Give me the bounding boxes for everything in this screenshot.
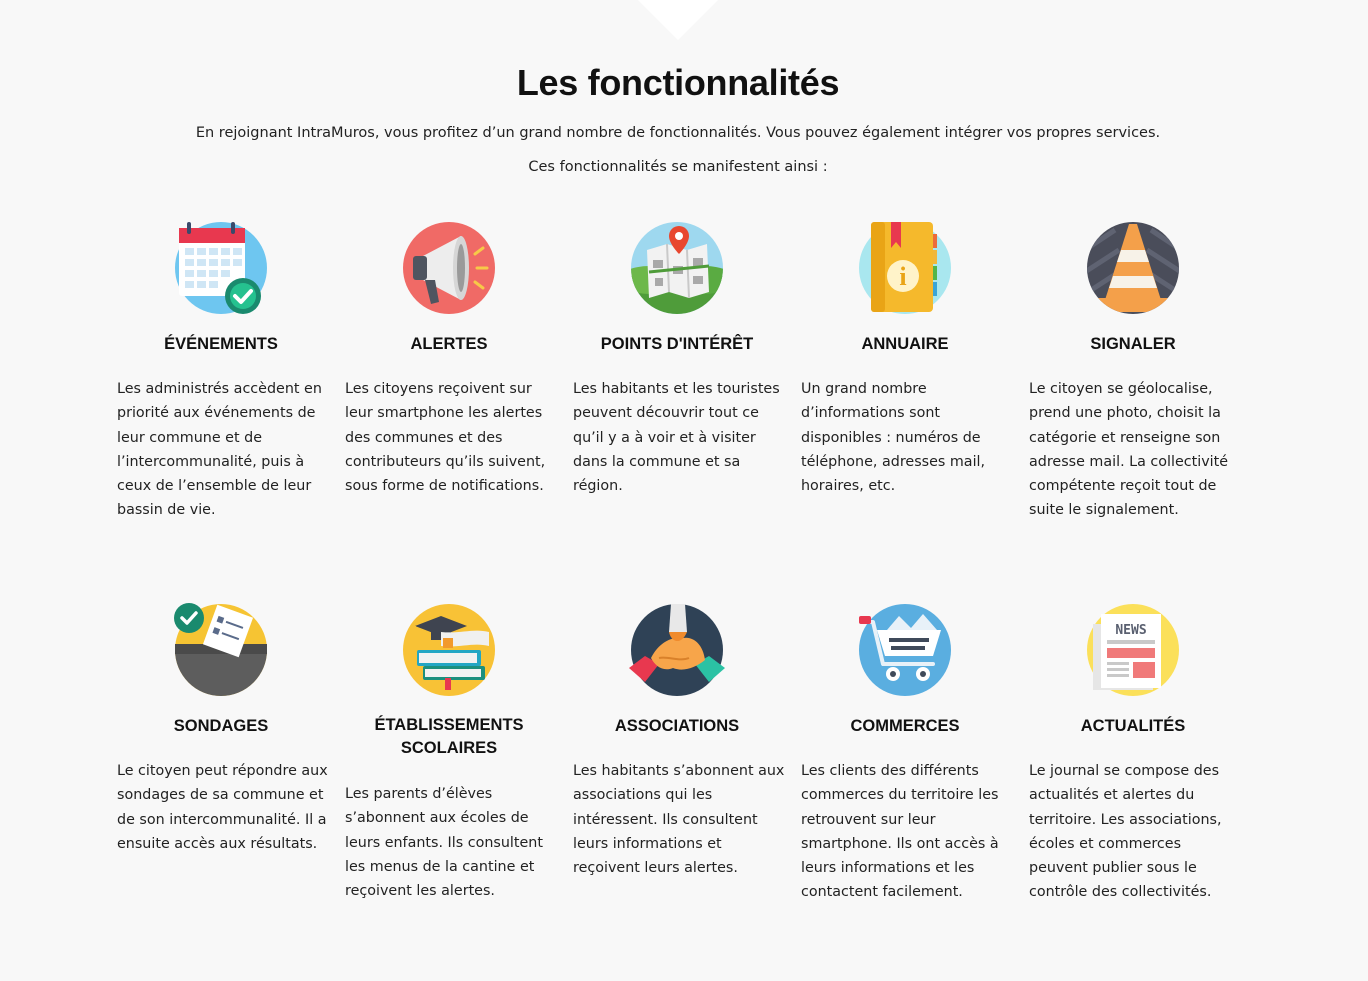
graduation-books-icon — [401, 602, 497, 698]
section-notch-decoration — [636, 0, 720, 40]
feature-title: SONDAGES — [173, 717, 269, 735]
joined-hands-icon — [629, 602, 725, 698]
newspaper-headline: NEWS — [1115, 623, 1147, 638]
megaphone-icon — [401, 220, 497, 316]
feature-title: ANNUAIRE — [861, 335, 949, 353]
feature-title: ALERTES — [410, 335, 488, 353]
directory-book-icon — [857, 220, 953, 316]
traffic-cone-icon — [1085, 220, 1181, 316]
feature-description: Les administrés accèdent en priorité aux événements de leur commune et de l’intercommunalité, puis à ceux de l’ensemble de leur bassin de vie. — [117, 381, 322, 519]
feature-description: Le citoyen se géolocalise, prend une photo, choisit la catégorie et renseigne son adresse mail. La collectivité compétente reçoit tout de suite le signalement. — [1029, 381, 1229, 519]
feature-description: Les citoyens reçoivent sur leur smartphone les alertes des communes et des contributeurs qu’ils suivent, sous forme de notifications. — [345, 381, 546, 495]
feature-title: ACTUALITÉS — [1080, 717, 1186, 735]
feature-title: POINTS D'INTÉRÊT — [600, 335, 754, 353]
feature-description: Un grand nombre d’informations sont disponibles : numéros de téléphone, adresses mail, horaires, etc. — [801, 381, 986, 495]
intro-subtext: Ces fonctionnalités se manifestent ainsi : — [528, 159, 828, 175]
feature-description: Le citoyen peut répondre aux sondages de sa commune et de son intercommunalité. Il a ensuite accès aux résultats. — [117, 763, 328, 852]
newspaper-icon — [1085, 602, 1181, 698]
feature-description: Les parents d’élèves s’abonnent aux écoles de leurs enfants. Ils consultent les menus de la cantine et reçoivent les alertes. — [345, 786, 543, 900]
ballot-box-icon — [173, 602, 269, 698]
feature-description: Les clients des différents commerces du territoire les retrouvent sur leur smartphone. Ils ont accès à leurs informations et les contactent facilement. — [801, 763, 999, 901]
shopping-cart-icon — [857, 602, 953, 698]
feature-title: SIGNALER — [1090, 335, 1176, 353]
feature-title: ÉTABLISSEMENTS SCOLAIRES — [374, 716, 524, 757]
info-icon-letter: i — [899, 262, 907, 291]
feature-description: Les habitants et les touristes peuvent découvrir tout ce qu’il y a à voir et à visiter dans la commune et sa région. — [573, 381, 780, 495]
feature-title: ÉVÉNEMENTS — [164, 335, 278, 353]
feature-description: Le journal se compose des actualités et alertes du territoire. Les associations, écoles et commerces peuvent publier sous le contrôle des collectivités. — [1029, 763, 1222, 901]
map-pin-icon — [629, 220, 725, 316]
feature-description: Les habitants s’abonnent aux associations qui les intéressent. Ils consultent leurs informations et reçoivent leurs alertes. — [573, 763, 785, 877]
calendar-check-icon — [173, 220, 269, 316]
feature-title: COMMERCES — [850, 717, 960, 735]
section-title: Les fonctionnalités — [516, 62, 840, 103]
feature-title: ASSOCIATIONS — [614, 717, 740, 735]
intro-text: En rejoignant IntraMuros, vous profitez d’un grand nombre de fonctionnalités. Vous pouvez également intégrer vos propres services. — [195, 125, 1161, 141]
